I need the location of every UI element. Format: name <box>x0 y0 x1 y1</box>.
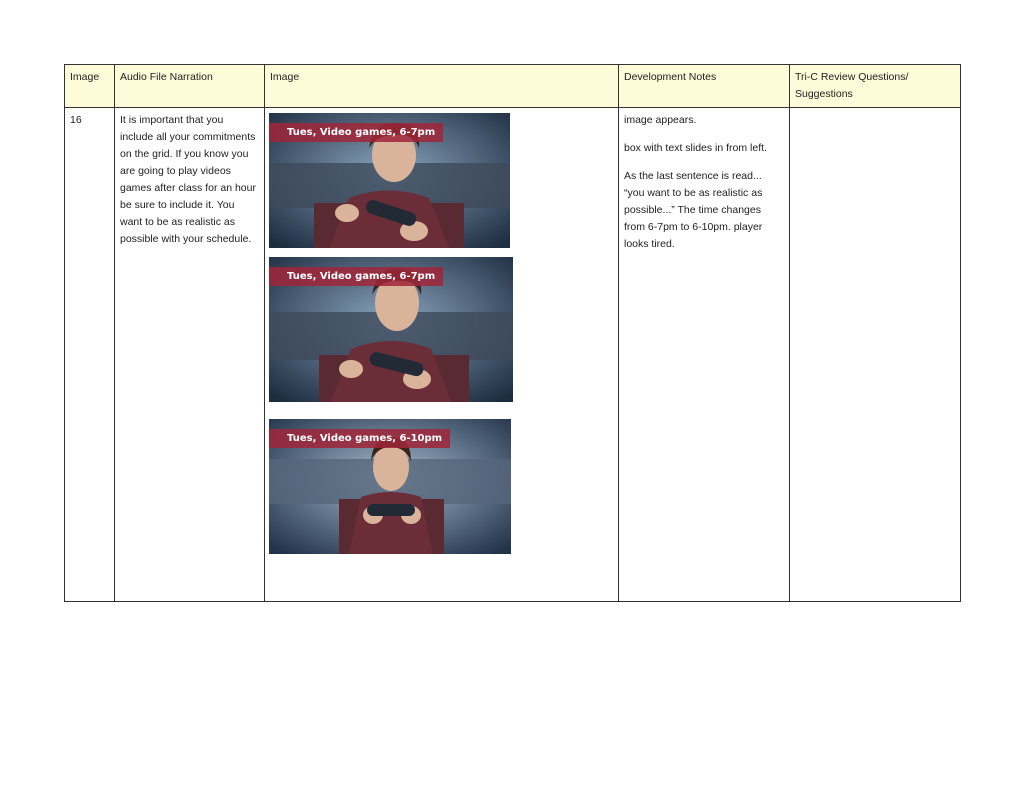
gamer-photo-2 <box>269 257 513 402</box>
caption-banner: Tues, Video games, 6-7pm <box>269 123 443 142</box>
storyboard-table <box>64 64 961 602</box>
caption-banner: Tues, Video games, 6-10pm <box>269 429 450 448</box>
table-row <box>65 108 961 602</box>
header-development-notes: Development Notes <box>619 65 790 108</box>
development-notes <box>619 108 790 602</box>
header-image-number: Image <box>65 65 115 108</box>
review-suggestions <box>790 108 961 602</box>
note-item: image appears. <box>624 114 697 126</box>
narration-text: It is important that you include all your commitments on the grid. If you know you are going to play videos games after class for an hour be sure to include it. You want to be as realistic as possible with your schedule. <box>115 108 265 602</box>
images-cell <box>265 108 619 602</box>
header-audio-narration: Audio File Narration <box>115 65 265 108</box>
tired-gamer-photo <box>269 419 511 554</box>
note-item: box with text slides in from left. <box>624 142 767 154</box>
gamer-photo-1 <box>269 113 510 248</box>
header-image: Image <box>265 65 619 108</box>
row-number: 16 <box>65 108 115 602</box>
note-item: As the last sentence is read... “you want to be as realistic as possible...” The time changes from 6-7pm to 6-10pm. player looks tired. <box>624 170 763 250</box>
header-review-questions: Tri-C Review Questions/ Suggestions <box>790 65 961 108</box>
caption-banner: Tues, Video games, 6-7pm <box>269 267 443 286</box>
header-row <box>65 65 961 108</box>
